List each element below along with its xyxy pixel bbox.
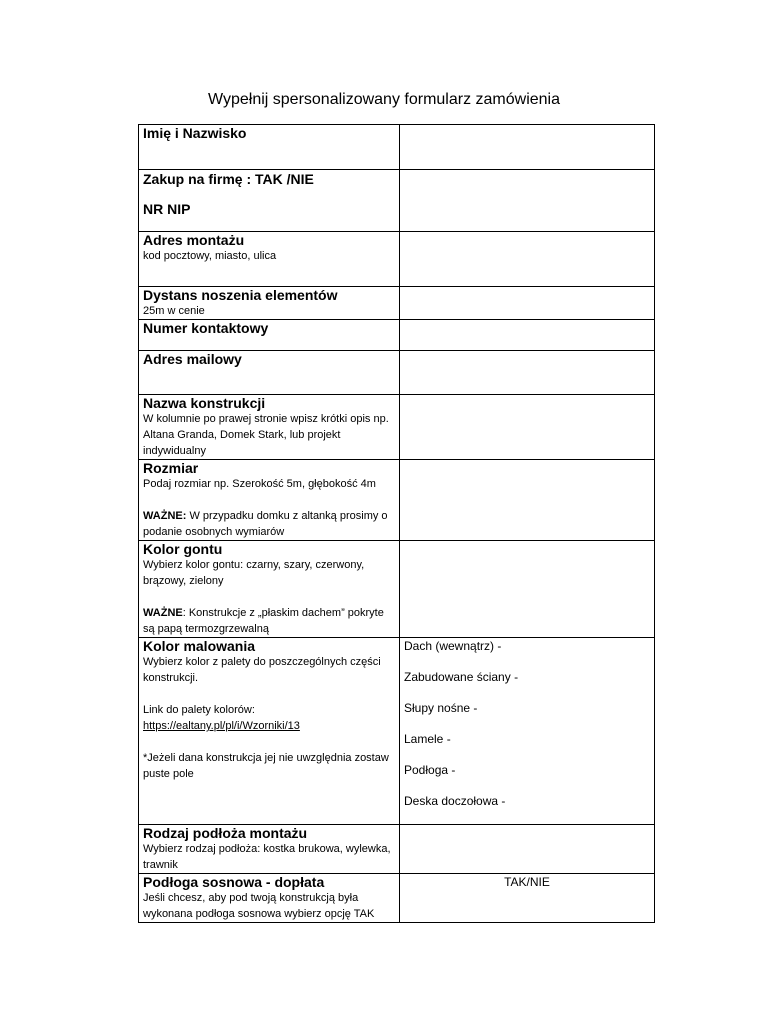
company-purchase-label: Zakup na firmę : TAK /NIE xyxy=(143,171,314,187)
name-label: Imię i Nazwisko xyxy=(143,125,247,141)
order-form-table xyxy=(138,124,655,923)
construction-name-input-cell[interactable] xyxy=(400,395,655,460)
shingle-color-input-cell[interactable] xyxy=(400,541,655,638)
palette-link[interactable]: https://ealtany.pl/pl/i/Wzorniki/13 xyxy=(143,720,300,732)
paint-color-hint: Wybierz kolor z palety do poszczególnych części konstrukcji. xyxy=(143,656,381,684)
size-hint: Podaj rozmiar np. Szerokość 5m, głębokość 4m xyxy=(143,478,376,490)
table-row xyxy=(139,287,655,320)
label-cell xyxy=(139,541,400,638)
size-input-cell[interactable] xyxy=(400,460,655,541)
carry-distance-label: Dystans noszenia elementów xyxy=(143,287,338,303)
install-address-hint: kod pocztowy, miasto, ulica xyxy=(143,250,277,262)
table-row xyxy=(139,825,655,874)
shingle-note-important: WAŻNE xyxy=(143,607,183,619)
label-cell xyxy=(139,287,400,320)
table-row xyxy=(139,638,655,825)
shingle-color-label: Kolor gontu xyxy=(143,541,223,557)
ground-type-hint: Wybierz rodzaj podłoża: kostka brukowa, wylewka, trawnik xyxy=(143,843,391,871)
label-cell xyxy=(139,638,400,825)
size-note-important: WAŻNE: xyxy=(143,510,187,522)
floor-field[interactable]: Podłoga - xyxy=(404,763,456,777)
ground-type-input-cell[interactable] xyxy=(400,825,655,874)
carry-distance-hint: 25m w cenie xyxy=(143,305,205,317)
ground-type-label: Rodzaj podłoża montażu xyxy=(143,825,308,841)
palette-link-label: Link do palety kolorów: xyxy=(143,704,255,716)
construction-name-label: Nazwa konstrukcji xyxy=(143,395,266,411)
company-purchase-input-cell[interactable] xyxy=(400,170,655,232)
label-cell xyxy=(139,320,400,351)
carry-distance-input-cell[interactable] xyxy=(400,287,655,320)
shingle-note-text: : Konstrukcje z „płaskim dachem” pokryte są papą termozgrzewalną xyxy=(143,607,384,635)
size-note-text: W przypadku domku z altanką prosimy o podanie osobnych wymiarów xyxy=(143,510,388,538)
size-label: Rozmiar xyxy=(143,460,199,476)
pine-floor-yes-no[interactable]: TAK/NIE xyxy=(504,875,550,889)
install-address-input-cell[interactable] xyxy=(400,232,655,287)
email-input-cell[interactable] xyxy=(400,351,655,395)
label-cell xyxy=(139,874,400,923)
table-row xyxy=(139,170,655,232)
construction-name-hint: W kolumnie po prawej stronie wpisz krótki opis np. Altana Granda, Domek Stark, lub projekt indywidualny xyxy=(143,413,389,457)
paint-color-values-cell[interactable] xyxy=(400,638,655,825)
paint-color-note: *Jeżeli dana konstrukcja jej nie uwzględnia zostaw puste pole xyxy=(143,752,389,780)
table-row xyxy=(139,232,655,287)
page-title: Wypełnij spersonalizowany formularz zamówienia xyxy=(208,91,560,108)
label-cell xyxy=(139,125,400,170)
label-cell xyxy=(139,170,400,232)
posts-field[interactable]: Słupy nośne - xyxy=(404,701,478,715)
label-cell xyxy=(139,232,400,287)
table-row xyxy=(139,395,655,460)
label-cell xyxy=(139,395,400,460)
shingle-note xyxy=(143,605,395,637)
table-row xyxy=(139,320,655,351)
label-cell xyxy=(139,825,400,874)
label-cell xyxy=(139,460,400,541)
table-row xyxy=(139,125,655,170)
paint-color-label: Kolor malowania xyxy=(143,638,256,654)
email-label: Adres mailowy xyxy=(143,351,242,367)
shingle-color-hint: Wybierz kolor gontu: czarny, szary, czerwony, brązowy, zielony xyxy=(143,559,365,587)
install-address-label: Adres montażu xyxy=(143,232,245,248)
pine-floor-label: Podłoga sosnowa - dopłata xyxy=(143,874,325,890)
phone-label: Numer kontaktowy xyxy=(143,320,269,336)
table-row xyxy=(139,874,655,923)
phone-input-cell[interactable] xyxy=(400,320,655,351)
table-row xyxy=(139,541,655,638)
nip-label: NR NIP xyxy=(143,201,191,217)
size-note xyxy=(143,508,395,540)
fascia-board-field[interactable]: Deska doczołowa - xyxy=(404,794,506,808)
name-input-cell[interactable] xyxy=(400,125,655,170)
roof-inside-field[interactable]: Dach (wewnątrz) - xyxy=(404,639,502,653)
table-row xyxy=(139,351,655,395)
pine-floor-choice-cell[interactable] xyxy=(400,874,655,923)
louvers-field[interactable]: Lamele - xyxy=(404,732,451,746)
walls-field[interactable]: Zabudowane ściany - xyxy=(404,670,519,684)
label-cell xyxy=(139,351,400,395)
pine-floor-hint: Jeśli chcesz, aby pod twoją konstrukcją była wykonana podłoga sosnowa wybierz opcję TAK xyxy=(143,892,375,920)
table-row xyxy=(139,460,655,541)
